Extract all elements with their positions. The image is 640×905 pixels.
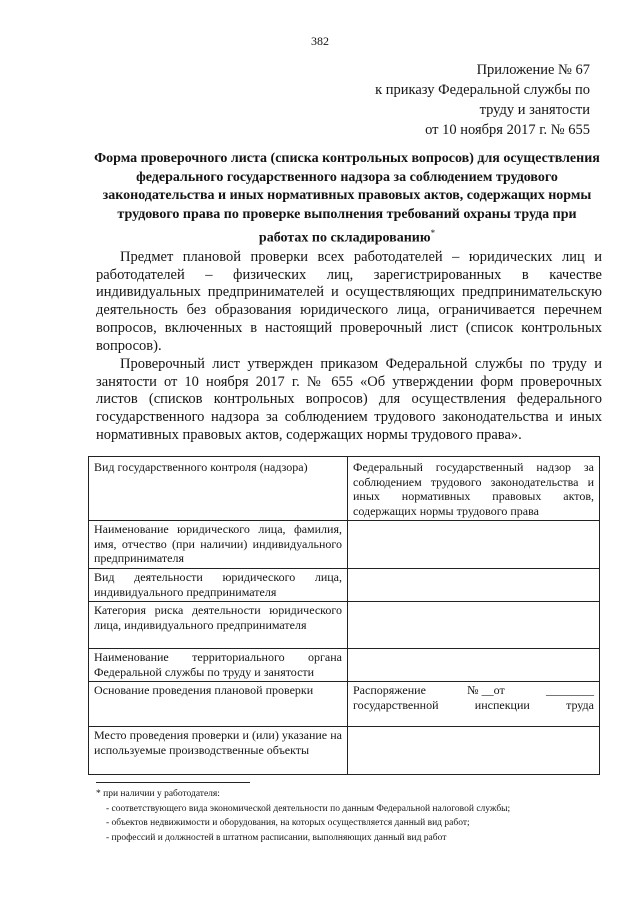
footnote-mark: *	[430, 228, 436, 238]
form-title-text: Форма проверочного листа (списка контрольных вопросов) для осуществления федерального государственного надзора за соблюдением трудового законодательства и иных нормативных правовых актов, содержащих нормы трудового права по проверке выполнения требований охраны труда при работах по складированию	[94, 151, 600, 246]
footnote	[96, 787, 616, 845]
table-cell-label: Место проведения проверки и (или) указание на используемые производственные объекты	[89, 727, 348, 775]
table-cell-value[interactable]	[348, 569, 600, 602]
paragraph-subject: Предмет плановой проверки всех работодателей – юридических лиц и работодателей – физических лиц, зарегистрированных в качестве индивидуальных предпринимателей и осуществляющих предпринимательскую деятельность без образования юридического лица, ограничивается перечнем вопросов, включенных в настоящий проверочный лист (список контрольных вопросов).	[96, 249, 602, 354]
appendix-line: к приказу Федеральной службы по	[375, 82, 590, 98]
table-row	[89, 682, 600, 727]
table-cell-label: Основание проведения плановой проверки	[89, 682, 348, 727]
appendix-line: от 10 ноября 2017 г. № 655	[425, 122, 590, 138]
table-cell-label: Наименование территориального органа Федеральной службы по труду и занятости	[89, 649, 348, 682]
paragraph-approval: Проверочный лист утвержден приказом Федеральной службы по труду и занятости от 10 ноября 2017 г. № 655 «Об утверждении форм проверочных листов (списков контрольных вопросов) для осуществления федерального государственного надзора за соблюдением трудового законодательства и иных нормативных правовых актов, содержащих нормы трудового права».	[96, 356, 602, 443]
basis-word: Распоряжение	[353, 683, 426, 697]
table-cell-label: Наименование юридического лица, фамилия, имя, отчество (при наличии) индивидуального предпринимателя	[89, 521, 348, 569]
basis-word: инспекции	[474, 697, 530, 712]
table-cell-value[interactable]	[348, 727, 600, 775]
basis-word: государственной	[353, 697, 439, 712]
table-cell-value: Федеральный государственный надзор за соблюдением трудового законодательства и иных нормативных правовых актов, содержащих нормы трудового права	[348, 457, 600, 521]
table-cell-label: Категория риска деятельности юридического лица, индивидуального предпринимателя	[89, 602, 348, 649]
table-cell-basis	[348, 682, 600, 727]
appendix-line: труду и занятости	[479, 102, 590, 118]
table-row	[89, 521, 600, 569]
basis-word: ________	[545, 683, 594, 697]
table-cell-label: Вид государственного контроля (надзора)	[89, 457, 348, 521]
footnote-item: - соответствующего вида экономической деятельности по данным Федеральной налоговой службы;	[106, 803, 511, 814]
table-row	[89, 602, 600, 649]
footnote-item: - объектов недвижимости и оборудования, на которых осуществляется данный вид работ;	[106, 818, 470, 828]
footnote-divider	[96, 782, 250, 783]
page-number: 382	[311, 34, 329, 48]
table-row	[89, 727, 600, 775]
basis-word: труда	[566, 697, 594, 712]
table-cell-label: Вид деятельности юридического лица, индивидуального предпринимателя	[89, 569, 348, 602]
footnote-intro: * при наличии у работодателя:	[96, 789, 220, 799]
table-row	[89, 569, 600, 602]
table-row	[89, 457, 600, 521]
footnote-item: - профессий и должностей в штатном расписании, выполняющих данный вид работ	[106, 832, 447, 843]
table-cell-value[interactable]	[348, 649, 600, 682]
appendix-header	[375, 60, 590, 140]
table-cell-value[interactable]	[348, 521, 600, 569]
basis-word: № __от	[467, 683, 505, 697]
table-cell-value[interactable]	[348, 602, 600, 649]
table-row	[89, 649, 600, 682]
basis-line	[353, 683, 594, 698]
appendix-line: Приложение № 67	[476, 62, 590, 78]
form-title	[92, 150, 602, 248]
basis-line	[353, 698, 594, 713]
info-table	[88, 456, 600, 775]
